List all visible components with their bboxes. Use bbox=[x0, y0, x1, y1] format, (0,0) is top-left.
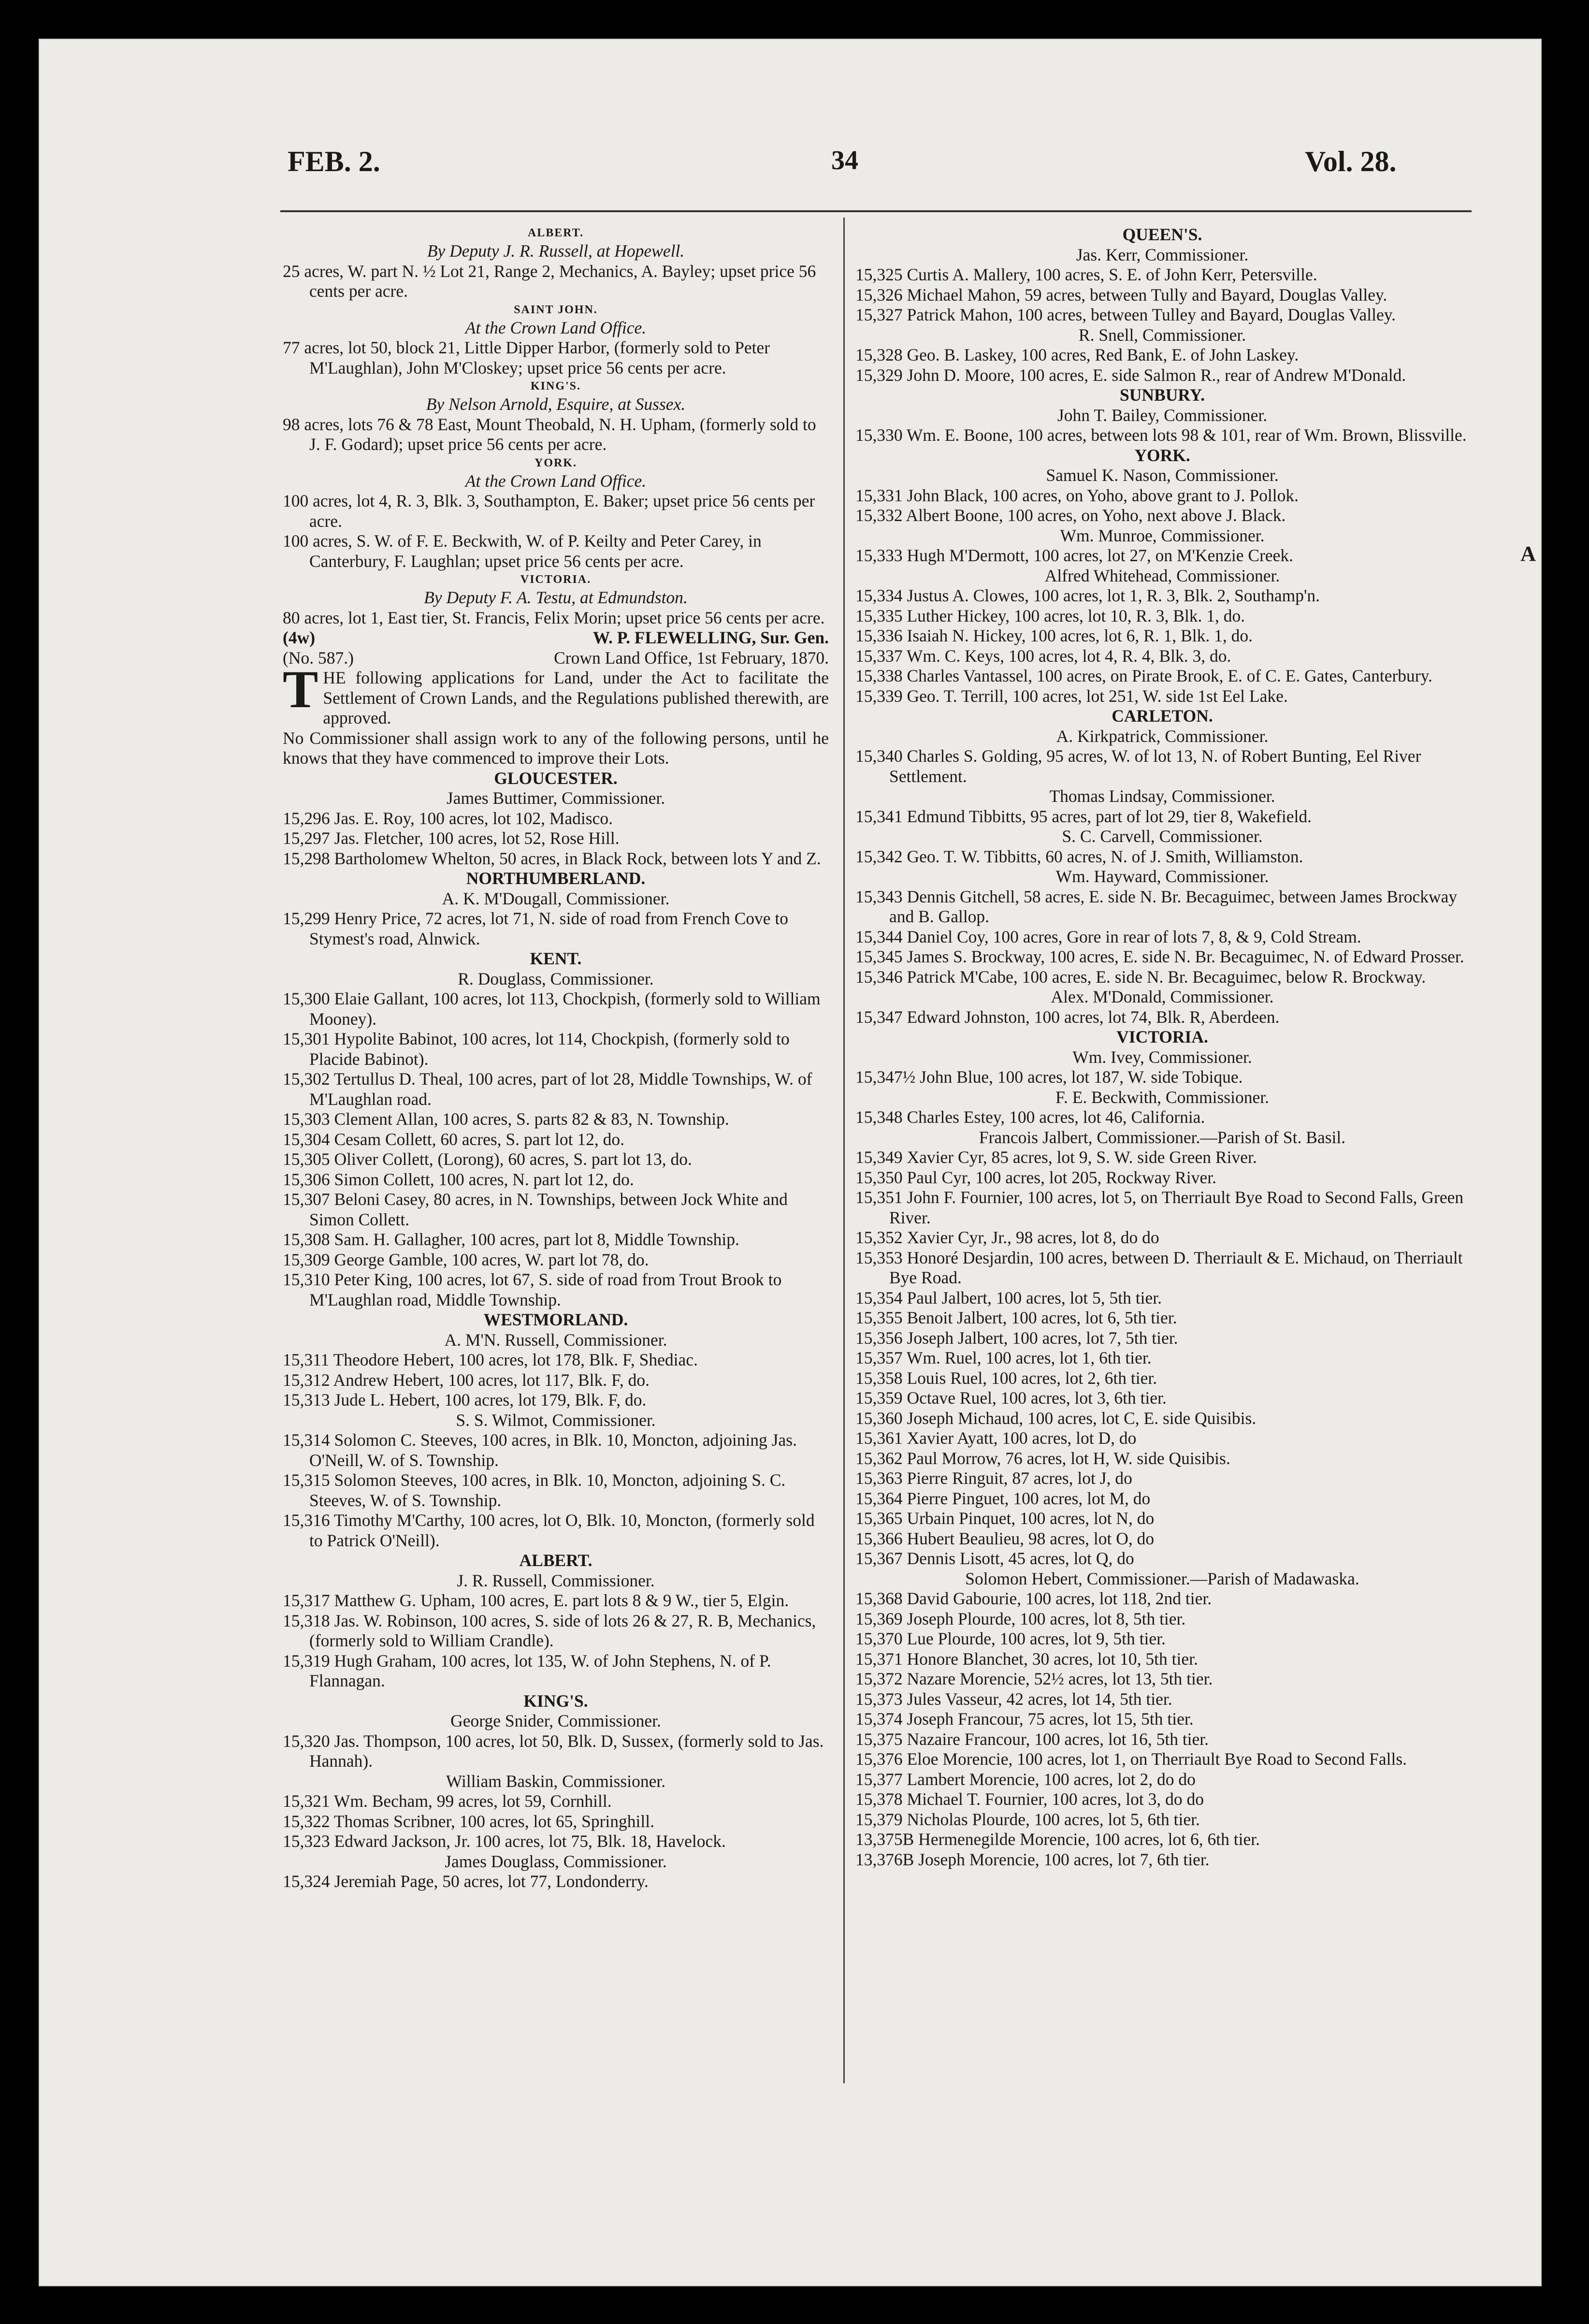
listing-entry: 80 acres, lot 1, East tier, St. Francis, Felix Morin; upset price 56 cents per acre. bbox=[283, 608, 825, 627]
commissioner-line: J. R. Russell, Commissioner. bbox=[457, 1570, 655, 1590]
listing-entry: 15,375 Nazaire Francour, 100 acres, lot 16, 5th tier. bbox=[855, 1729, 1209, 1749]
listing-entry: 15,343 Dennis Gitchell, 58 acres, E. side N. Br. Becaguimec, between James Brockway and B. Gallop. bbox=[855, 886, 1458, 926]
listing-entry: 15,324 Jeremiah Page, 50 acres, lot 77, Londonderry. bbox=[283, 1872, 649, 1891]
right-column bbox=[855, 225, 1469, 1870]
listing-entry: 15,297 Jas. Fletcher, 100 acres, lot 52, Rose Hill. bbox=[283, 828, 620, 848]
commissioner-line: Thomas Lindsay, Commissioner. bbox=[1049, 786, 1275, 806]
notice-number: (No. 587.) bbox=[283, 648, 354, 668]
header-volume: Vol. 28. bbox=[1305, 145, 1397, 177]
left-column bbox=[283, 225, 829, 1892]
listing-entry: 15,296 Jas. E. Roy, 100 acres, lot 102, Madisco. bbox=[283, 808, 613, 828]
newspaper-page bbox=[39, 39, 1542, 2286]
county-heading: KING'S. bbox=[523, 1691, 588, 1711]
commissioner-line: John T. Bailey, Commissioner. bbox=[1057, 405, 1268, 425]
listing-entry: 15,356 Joseph Jalbert, 100 acres, lot 7, 5th tier. bbox=[855, 1328, 1178, 1348]
listing-entry: 15,350 Paul Cyr, 100 acres, lot 205, Rockway River. bbox=[855, 1167, 1216, 1187]
listing-entry: 15,323 Edward Jackson, Jr. 100 acres, lot 75, Blk. 18, Havelock. bbox=[283, 1831, 726, 1851]
listing-entry: 15,377 Lambert Morencie, 100 acres, lot 2, do do bbox=[855, 1769, 1196, 1789]
listing-entry: 15,376 Eloe Morencie, 100 acres, lot 1, on Therriault Bye Road to Second Falls. bbox=[855, 1749, 1407, 1769]
paragraph-text: HE following applications for Land, under the Act to facilitate the Settlement of Crown Lands, and the Regulations published therewith, are approved. bbox=[323, 668, 829, 727]
listing-entry: 15,333 Hugh M'Dermott, 100 acres, lot 27, on M'Kenzie Creek. bbox=[855, 546, 1294, 565]
listing-entry: 15,337 Wm. C. Keys, 100 acres, lot 4, R. 4, Blk. 3, do. bbox=[855, 646, 1231, 666]
sale-location: By Deputy J. R. Russell, at Hopewell. bbox=[427, 241, 685, 261]
listing-entry: 15,335 Luther Hickey, 100 acres, lot 10, R. 3, Blk. 1, do. bbox=[855, 606, 1245, 625]
listing-entry: 13,376B Joseph Morencie, 100 acres, lot 7, 6th tier. bbox=[855, 1849, 1210, 1869]
listing-entry: 100 acres, S. W. of F. E. Beckwith, W. of P. Keilty and Peter Carey, in Canterbury, F. Laughlan; upset price 56 cents per acre. bbox=[283, 531, 762, 571]
county-heading: WESTMORLAND. bbox=[483, 1310, 628, 1329]
listing-entry: 25 acres, W. part N. ½ Lot 21, Range 2, Mechanics, A. Bayley; upset price 56 cents per acre. bbox=[283, 261, 816, 301]
sale-location: At the Crown Land Office. bbox=[465, 471, 647, 491]
listing-entry: 15,299 Henry Price, 72 acres, lot 71, N. side of road from French Cove to Stymest's road, Alnwick. bbox=[283, 909, 789, 948]
listing-entry: 15,332 Albert Boone, 100 acres, on Yoho, next above J. Black. bbox=[855, 506, 1286, 525]
listing-entry: 15,331 John Black, 100 acres, on Yoho, above grant to J. Pollok. bbox=[855, 485, 1299, 505]
commissioner-line: R. Snell, Commissioner. bbox=[1078, 325, 1246, 345]
listing-entry: 15,339 Geo. T. Terrill, 100 acres, lot 251, W. side 1st Eel Lake. bbox=[855, 686, 1288, 706]
commissioner-line: James Douglass, Commissioner. bbox=[445, 1851, 667, 1871]
listing-entry: 15,359 Octave Ruel, 100 acres, lot 3, 6th tier. bbox=[855, 1388, 1167, 1408]
header-rule bbox=[280, 210, 1472, 212]
listing-entry: 15,361 Xavier Ayatt, 100 acres, lot D, do bbox=[855, 1428, 1137, 1448]
listing-entry: 15,329 John D. Moore, 100 acres, E. side Salmon R., rear of Andrew M'Donald. bbox=[855, 365, 1406, 385]
district-label: YORK. bbox=[534, 456, 577, 469]
commissioner-line: Wm. Munroe, Commissioner. bbox=[1060, 525, 1265, 545]
listing-entry: 15,334 Justus A. Clowes, 100 acres, lot 1, R. 3, Blk. 2, Southamp'n. bbox=[855, 586, 1320, 605]
listing-entry: 15,316 Timothy M'Carthy, 100 acres, lot O, Blk. 10, Moncton, (formerly sold to Patrick O'Neill). bbox=[283, 1511, 815, 1550]
commissioner-line: Wm. Hayward, Commissioner. bbox=[1055, 867, 1269, 886]
listing-entry: 15,351 John F. Fournier, 100 acres, lot 5, on Therriault Bye Road to Second Falls, Green River. bbox=[855, 1188, 1464, 1227]
listing-entry: 15,341 Edmund Tibbitts, 95 acres, part of lot 29, tier 8, Wakefield. bbox=[855, 806, 1312, 826]
listing-entry: 15,360 Joseph Michaud, 100 acres, lot C, E. side Quisibis. bbox=[855, 1408, 1257, 1428]
listing-entry: 15,367 Dennis Lisott, 45 acres, lot Q, do bbox=[855, 1549, 1134, 1568]
listing-entry: 15,374 Joseph Francour, 75 acres, lot 15, 5th tier. bbox=[855, 1709, 1194, 1728]
district-label: KING'S. bbox=[530, 380, 581, 392]
district-label: ALBERT. bbox=[527, 227, 584, 239]
listing-entry: 100 acres, lot 4, R. 3, Blk. 3, Southampton, E. Baker; upset price 56 cents per acre. bbox=[283, 491, 815, 531]
listing-entry: 15,321 Wm. Becham, 99 acres, lot 59, Cornhill. bbox=[283, 1791, 612, 1811]
listing-entry: 15,303 Clement Allan, 100 acres, S. parts 82 & 83, N. Township. bbox=[283, 1109, 729, 1129]
listing-entry: 15,300 Elaie Gallant, 100 acres, lot 113, Chockpish, (formerly sold to William Mooney). bbox=[283, 989, 821, 1029]
listing-entry: 15,349 Xavier Cyr, 85 acres, lot 9, S. W. side Green River. bbox=[855, 1147, 1257, 1167]
listing-entry: 15,308 Sam. H. Gallagher, 100 acres, part lot 8, Middle Township. bbox=[283, 1230, 739, 1249]
notice-dateline: Crown Land Office, 1st February, 1870. bbox=[554, 648, 829, 668]
listing-entry: 15,307 Beloni Casey, 80 acres, in N. Townships, between Jock White and Simon Collett. bbox=[283, 1190, 788, 1229]
listing-entry: 15,310 Peter King, 100 acres, lot 67, S. side of road from Trout Brook to M'Laughlan road, Middle Township. bbox=[283, 1270, 782, 1309]
commissioner-line: George Snider, Commissioner. bbox=[450, 1711, 661, 1730]
listing-entry: 15,304 Cesam Collett, 60 acres, S. part lot 12, do. bbox=[283, 1129, 624, 1149]
listing-entry: 15,330 Wm. E. Boone, 100 acres, between lots 98 & 101, rear of Wm. Brown, Blissville. bbox=[855, 425, 1467, 445]
listing-entry: 15,327 Patrick Mahon, 100 acres, between Tulley and Bayard, Douglas Valley. bbox=[855, 305, 1396, 324]
column-divider bbox=[843, 218, 845, 2083]
county-heading: CARLETON. bbox=[1112, 706, 1213, 726]
listing-entry: 13,375B Hermenegilde Morencie, 100 acres, lot 6, 6th tier. bbox=[855, 1830, 1260, 1849]
listing-entry: 15,311 Theodore Hebert, 100 acres, lot 178, Blk. F, Shediac. bbox=[283, 1350, 698, 1369]
listing-entry: 15,346 Patrick M'Cabe, 100 acres, E. side N. Br. Becaguimec, below R. Brockway. bbox=[855, 967, 1426, 987]
listing-entry: 15,366 Hubert Beaulieu, 98 acres, lot O, do bbox=[855, 1528, 1155, 1548]
listing-entry: 15,338 Charles Vantassel, 100 acres, on Pirate Brook, E. of C. E. Gates, Canterbury. bbox=[855, 666, 1432, 685]
listing-entry: 15,317 Matthew G. Upham, 100 acres, E. part lots 8 & 9 W., tier 5, Elgin. bbox=[283, 1591, 789, 1610]
drop-cap: T bbox=[283, 660, 318, 719]
commissioner-line: Samuel K. Nason, Commissioner. bbox=[1046, 465, 1279, 485]
county-heading: YORK. bbox=[1134, 445, 1190, 465]
commissioner-line: A. M'N. Russell, Commissioner. bbox=[444, 1330, 667, 1350]
commissioner-line: S. S. Wilmot, Commissioner. bbox=[456, 1410, 656, 1430]
header-date: FEB. 2. bbox=[288, 145, 380, 177]
listing-entry: 15,347½ John Blue, 100 acres, lot 187, W. side Tobique. bbox=[855, 1067, 1243, 1087]
listing-entry: 77 acres, lot 50, block 21, Little Dipper Harbor, (formerly sold to Peter M'Laughlan), John M'Closkey; upset price 56 cents per acre. bbox=[283, 338, 770, 378]
notice-paragraph bbox=[283, 660, 829, 728]
commissioner-line: A. K. M'Dougall, Commissioner. bbox=[442, 888, 670, 908]
listing-entry: 15,325 Curtis A. Mallery, 100 acres, S. E. of John Kerr, Petersville. bbox=[855, 265, 1317, 284]
listing-entry: 15,336 Isaiah N. Hickey, 100 acres, lot 6, R. 1, Blk. 1, do. bbox=[855, 626, 1253, 645]
listing-entry: 15,312 Andrew Hebert, 100 acres, lot 117, Blk. F, do. bbox=[283, 1370, 650, 1390]
listing-entry: 15,344 Daniel Coy, 100 acres, Gore in rear of lots 7, 8, & 9, Cold Stream. bbox=[855, 927, 1361, 946]
commissioner-line: F. E. Beckwith, Commissioner. bbox=[1055, 1087, 1269, 1107]
notice-paragraph: No Commissioner shall assign work to any of the following persons, until he knows that they have commenced to improve their Lots. bbox=[283, 728, 829, 768]
commissioner-line: James Buttimer, Commissioner. bbox=[446, 788, 665, 808]
listing-entry: 15,302 Tertullus D. Theal, 100 acres, part of lot 28, Middle Townships, W. of M'Laughlan road. bbox=[283, 1069, 812, 1109]
listing-entry: 15,352 Xavier Cyr, Jr., 98 acres, lot 8, do do bbox=[855, 1228, 1159, 1247]
district-label: SAINT JOHN. bbox=[514, 303, 598, 316]
listing-entry: 15,358 Louis Ruel, 100 acres, lot 2, 6th tier. bbox=[855, 1368, 1157, 1388]
insertion-count: (4w) bbox=[283, 628, 316, 647]
listing-entry: 15,328 Geo. B. Laskey, 100 acres, Red Bank, E. of John Laskey. bbox=[855, 345, 1299, 364]
listing-entry: 15,357 Wm. Ruel, 100 acres, lot 1, 6th tier. bbox=[855, 1348, 1152, 1367]
listing-entry: 15,315 Solomon Steeves, 100 acres, in Blk. 10, Moncton, adjoining S. C. Steeves, W. of S. Township. bbox=[283, 1470, 786, 1510]
listing-entry: 15,306 Simon Collett, 100 acres, N. part lot 12, do. bbox=[283, 1169, 634, 1189]
listing-entry: 15,340 Charles S. Golding, 95 acres, W. of lot 13, N. of Robert Bunting, Eel River Settlement. bbox=[855, 746, 1421, 786]
commissioner-line: A. Kirkpatrick, Commissioner. bbox=[1056, 726, 1269, 746]
district-label: VICTORIA. bbox=[520, 573, 592, 586]
listing-entry: 15,363 Pierre Ringuit, 87 acres, lot J, do bbox=[855, 1468, 1132, 1488]
listing-entry: 15,347 Edward Johnston, 100 acres, lot 74, Blk. R, Aberdeen. bbox=[855, 1007, 1280, 1027]
commissioner-line: Alex. M'Donald, Commissioner. bbox=[1051, 987, 1274, 1006]
commissioner-line: Wm. Ivey, Commissioner. bbox=[1072, 1047, 1252, 1067]
signature-line bbox=[283, 628, 829, 648]
listing-entry: 15,354 Paul Jalbert, 100 acres, lot 5, 5th tier. bbox=[855, 1288, 1162, 1307]
listing-entry: 15,298 Bartholomew Whelton, 50 acres, in Black Rock, between lots Y and Z. bbox=[283, 848, 821, 868]
county-heading: KENT. bbox=[530, 949, 582, 968]
commissioner-line: Francois Jalbert, Commissioner.—Parish of St. Basil. bbox=[979, 1127, 1346, 1147]
listing-entry: 15,348 Charles Estey, 100 acres, lot 46, California. bbox=[855, 1107, 1205, 1127]
commissioner-line: Jas. Kerr, Commissioner. bbox=[1076, 245, 1249, 264]
listing-entry: 15,314 Solomon C. Steeves, 100 acres, in Blk. 10, Moncton, adjoining Jas. O'Neill, W. of S. Township. bbox=[283, 1430, 797, 1470]
listing-entry: 15,372 Nazare Morencie, 52½ acres, lot 13, 5th tier. bbox=[855, 1669, 1213, 1688]
listing-entry: 15,326 Michael Mahon, 59 acres, between Tully and Bayard, Douglas Valley. bbox=[855, 285, 1387, 305]
sale-location: At the Crown Land Office. bbox=[465, 318, 647, 337]
listing-entry: 15,319 Hugh Graham, 100 acres, lot 135, W. of John Stephens, N. of P. Flannagan. bbox=[283, 1651, 771, 1690]
sale-location: By Deputy F. A. Testu, at Edmundston. bbox=[424, 588, 688, 607]
listing-entry: 15,301 Hypolite Babinot, 100 acres, lot 114, Chockpish, (formerly sold to Placide Babinot). bbox=[283, 1029, 790, 1069]
commissioner-line: Alfred Whitehead, Commissioner. bbox=[1044, 566, 1280, 585]
listing-entry: 15,353 Honoré Desjardin, 100 acres, between D. Therriault & E. Michaud, on Therriault Bye Road. bbox=[855, 1248, 1463, 1287]
listing-entry: 15,379 Nicholas Plourde, 100 acres, lot 5, 6th tier. bbox=[855, 1809, 1200, 1829]
listing-entry: 15,365 Urbain Pinquet, 100 acres, lot N, do bbox=[855, 1509, 1155, 1528]
commissioner-line: Solomon Hebert, Commissioner.—Parish of Madawaska. bbox=[965, 1569, 1359, 1588]
commissioner-line: R. Douglass, Commissioner. bbox=[458, 969, 654, 988]
listing-entry: 15,371 Honore Blanchet, 30 acres, lot 10, 5th tier. bbox=[855, 1649, 1198, 1669]
listing-entry: 15,309 George Gamble, 100 acres, W. part lot 78, do. bbox=[283, 1249, 649, 1269]
listing-entry: 15,345 James S. Brockway, 100 acres, E. side N. Br. Becaguimec, N. of Edward Prosser. bbox=[855, 947, 1464, 966]
page-number: 34 bbox=[831, 145, 858, 175]
listing-entry: 15,364 Pierre Pinguet, 100 acres, lot M, do bbox=[855, 1488, 1151, 1508]
listing-entry: 15,373 Jules Vasseur, 42 acres, lot 14, 5th tier. bbox=[855, 1689, 1172, 1709]
listing-entry: 15,322 Thomas Scribner, 100 acres, lot 65, Springhill. bbox=[283, 1811, 654, 1831]
notice-line bbox=[283, 648, 829, 668]
listing-entry: 15,370 Lue Plourde, 100 acres, lot 9, 5th tier. bbox=[855, 1629, 1166, 1648]
listing-entry: 15,318 Jas. W. Robinson, 100 acres, S. side of lots 26 & 27, R. B, Mechanics, (formerly sold to William Crandle). bbox=[283, 1611, 816, 1650]
listing-entry: 15,355 Benoit Jalbert, 100 acres, lot 6, 5th tier. bbox=[855, 1308, 1177, 1327]
margin-mark: A bbox=[1520, 542, 1536, 566]
listing-entry: 15,305 Oliver Collett, (Lorong), 60 acres, S. part lot 13, do. bbox=[283, 1149, 692, 1169]
signatory: W. P. FLEWELLING, Sur. Gen. bbox=[592, 628, 829, 647]
listing-entry: 15,342 Geo. T. W. Tibbitts, 60 acres, N. of J. Smith, Williamston. bbox=[855, 846, 1303, 866]
county-heading: QUEEN'S. bbox=[1122, 225, 1202, 244]
sale-location: By Nelson Arnold, Esquire, at Sussex. bbox=[426, 394, 686, 414]
commissioner-line: William Baskin, Commissioner. bbox=[446, 1771, 666, 1791]
listing-entry: 15,368 David Gabourie, 100 acres, lot 118, 2nd tier. bbox=[855, 1589, 1212, 1608]
listing-entry: 15,313 Jude L. Hebert, 100 acres, lot 179, Blk. F, do. bbox=[283, 1390, 647, 1409]
county-heading: ALBERT. bbox=[519, 1551, 592, 1570]
commissioner-line: S. C. Carvell, Commissioner. bbox=[1062, 827, 1263, 846]
listing-entry: 15,362 Paul Morrow, 76 acres, lot H, W. side Quisibis. bbox=[855, 1448, 1230, 1468]
county-heading: VICTORIA. bbox=[1116, 1027, 1208, 1046]
listing-entry: 15,369 Joseph Plourde, 100 acres, lot 8, 5th tier. bbox=[855, 1609, 1186, 1628]
listing-entry: 15,320 Jas. Thompson, 100 acres, lot 50, Blk. D, Sussex, (formerly sold to Jas. Hannah). bbox=[283, 1731, 824, 1771]
listing-entry: 15,378 Michael T. Fournier, 100 acres, lot 3, do do bbox=[855, 1789, 1204, 1809]
county-heading: NORTHUMBERLAND. bbox=[466, 869, 646, 888]
listing-entry: 98 acres, lots 76 & 78 East, Mount Theobald, N. H. Upham, (formerly sold to J. F. Godard); upset price 56 cents per acre. bbox=[283, 414, 816, 454]
county-heading: GLOUCESTER. bbox=[494, 768, 618, 788]
county-heading: SUNBURY. bbox=[1120, 385, 1205, 405]
